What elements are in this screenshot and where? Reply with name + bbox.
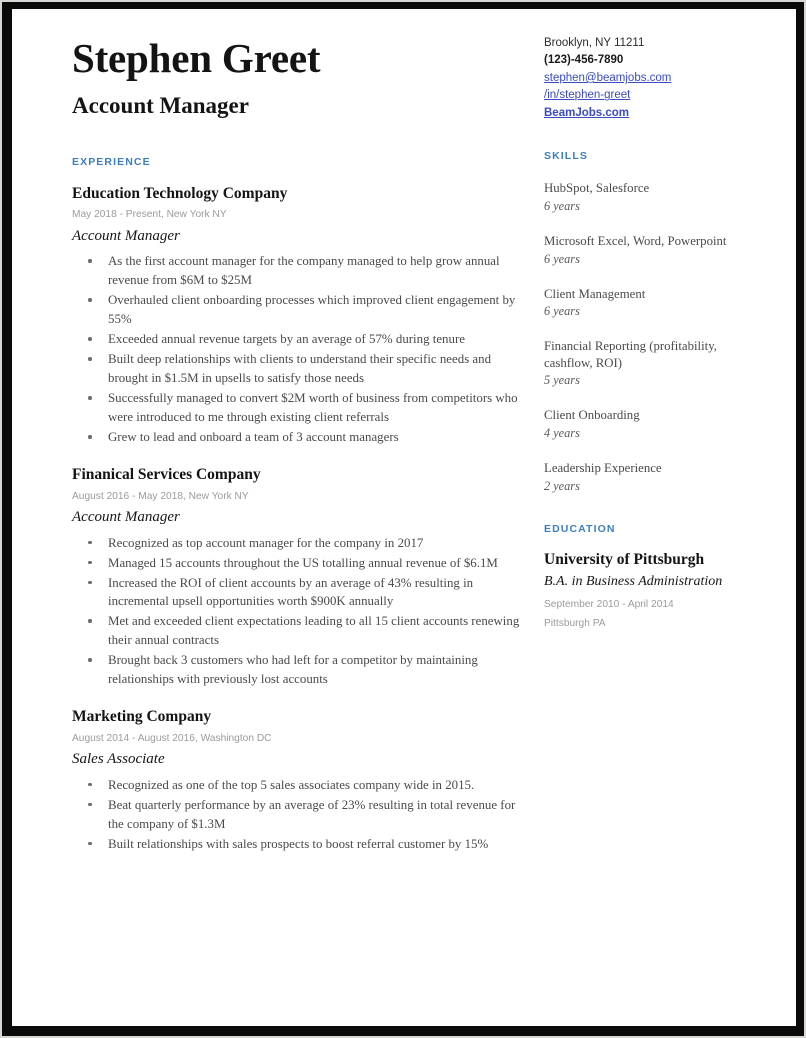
experience-bullet: Brought back 3 customers who had left for a competitor by maintaining relationships with previously lost accounts	[72, 651, 520, 689]
experience-bullet: Increased the ROI of client accounts by an average of 43% resulting in incremental upsell opportunities worth $900K annually	[72, 574, 520, 612]
skill-item	[544, 460, 766, 495]
experience-list	[72, 184, 520, 854]
experience-entry	[72, 465, 520, 689]
contact-linkedin-link[interactable]: /in/stephen-greet	[544, 89, 631, 102]
skill-name: Microsoft Excel, Word, Powerpoint	[544, 233, 727, 248]
education-heading: EDUCATION	[544, 522, 616, 535]
experience-bullet: Overhauled client onboarding processes which improved client engagement by 55%	[72, 291, 520, 329]
experience-bullet: Successfully managed to convert $2M worth of business from competitors who were introduced to me through existing client referrals	[72, 389, 520, 427]
experience-dates-location: August 2016 - May 2018, New York NY	[72, 490, 249, 502]
skill-item	[544, 286, 766, 321]
experience-bullet: Managed 15 accounts throughout the US totalling annual revenue of $6.1M	[72, 554, 520, 573]
experience-bullet-list	[72, 776, 520, 854]
skill-years: 4 years	[544, 426, 580, 441]
experience-entry	[72, 707, 520, 853]
experience-entry	[72, 184, 520, 447]
experience-role: Sales Associate	[72, 751, 165, 767]
contact-email-link[interactable]: stephen@beamjobs.com	[544, 71, 672, 84]
experience-bullet: Built deep relationships with clients to understand their specific needs and brought in $1.5M in upsells to satisfy those needs	[72, 350, 520, 388]
experience-bullet: Beat quarterly performance by an average of 23% resulting in total revenue for the company of $1.3M	[72, 796, 520, 834]
skill-name: Client Onboarding	[544, 408, 640, 423]
experience-bullet: Built relationships with sales prospects to boost referral customer by 15%	[72, 835, 520, 854]
candidate-name: Stephen Greet	[72, 35, 321, 81]
experience-bullet-list	[72, 252, 520, 447]
skills-heading: SKILLS	[544, 150, 588, 163]
education-school: University of Pittsburgh	[544, 550, 705, 568]
sidebar-spacer-two	[544, 495, 766, 523]
page-columns	[72, 31, 766, 856]
experience-bullet: Exceeded annual revenue targets by an average of 57% during tenure	[72, 330, 520, 349]
skill-name: HubSpot, Salesforce	[544, 181, 650, 196]
experience-bullet: Recognized as one of the top 5 sales associates company wide in 2015.	[72, 776, 520, 795]
experience-bullet-list	[72, 534, 520, 690]
skill-years: 5 years	[544, 373, 580, 388]
skill-name: Leadership Experience	[544, 461, 662, 476]
skill-years: 6 years	[544, 251, 580, 266]
education-degree: B.A. in Business Administration	[544, 573, 723, 589]
experience-bullet: Grew to lead and onboard a team of 3 account managers	[72, 428, 520, 447]
experience-bullet: Recognized as top account manager for the company in 2017	[72, 534, 520, 553]
contact-block	[544, 33, 766, 122]
experience-role: Account Manager	[72, 227, 180, 244]
candidate-title: Account Manager	[72, 93, 249, 119]
skill-name: Client Management	[544, 286, 646, 301]
skill-item	[544, 233, 766, 268]
experience-dates-location: May 2018 - Present, New York NY	[72, 209, 227, 221]
experience-bullet: As the first account manager for the company managed to help grow annual revenue from $6M to $25M	[72, 252, 520, 290]
experience-heading: EXPERIENCE	[72, 156, 151, 169]
experience-company: Finanical Services Company	[72, 466, 261, 484]
main-column	[72, 31, 520, 856]
skill-item	[544, 407, 766, 442]
experience-role: Account Manager	[72, 508, 180, 525]
sidebar-spacer-one	[544, 122, 766, 150]
contact-website-link[interactable]: BeamJobs.com	[544, 106, 630, 119]
resume-page	[12, 9, 796, 1026]
experience-company: Education Technology Company	[72, 185, 288, 203]
contact-location: Brooklyn, NY 11211	[544, 37, 645, 49]
education-location: Pittsburgh PA	[544, 618, 606, 630]
experience-bullet: Met and exceeded client expectations leading to all 15 client accounts renewing their annual contracts	[72, 612, 520, 650]
skill-years: 6 years	[544, 198, 580, 213]
experience-dates-location: August 2014 - August 2016, Washington DC	[72, 732, 272, 744]
education-dates: September 2010 - April 2014	[544, 598, 674, 610]
experience-company: Marketing Company	[72, 708, 212, 726]
skill-years: 2 years	[544, 478, 580, 493]
skill-item	[544, 338, 766, 389]
sidebar-column	[520, 31, 766, 633]
skill-years: 6 years	[544, 304, 580, 319]
skill-name: Financial Reporting (profitability, cashflow, ROI)	[544, 339, 717, 370]
contact-phone: (123)-456-7890	[544, 54, 624, 67]
skill-item	[544, 180, 766, 215]
skills-list	[544, 180, 766, 494]
